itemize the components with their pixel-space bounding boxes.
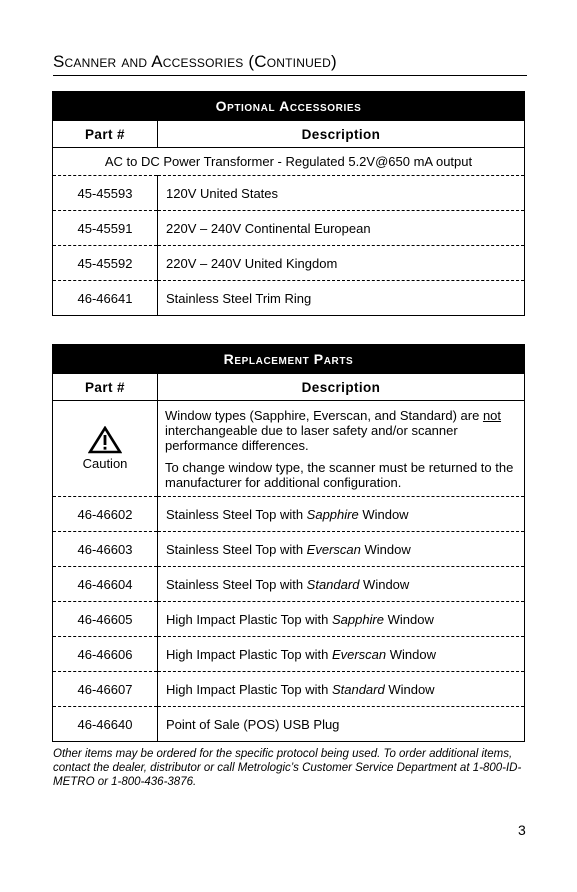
replacement-parts-banner: Replacement Parts xyxy=(53,345,525,374)
column-header-part: Part # xyxy=(53,121,158,148)
replacement-parts-table xyxy=(52,344,525,742)
table-row xyxy=(53,176,525,211)
part-description: High Impact Plastic Top with Everscan Window xyxy=(158,637,525,672)
table-row xyxy=(53,497,525,532)
table-row xyxy=(53,637,525,672)
caution-text xyxy=(158,401,525,497)
part-number: 46-46603 xyxy=(53,532,158,567)
part-description: 120V United States xyxy=(158,176,525,211)
part-description: Point of Sale (POS) USB Plug xyxy=(158,707,525,742)
footnote: Other items may be ordered for the specific protocol being used. To order additional items, contact the dealer, distributor or call Metrologic’s Customer Service Department at 1-800-ID-METRO or 1-800-436-3876. xyxy=(53,748,522,788)
part-number: 46-46640 xyxy=(53,707,158,742)
caution-label: Caution xyxy=(82,456,128,471)
part-description: Stainless Steel Top with Standard Window xyxy=(158,567,525,602)
warning-triangle-icon xyxy=(88,426,122,454)
table-row xyxy=(53,281,525,316)
part-number: 46-46641 xyxy=(53,281,158,316)
power-transformer-note: AC to DC Power Transformer - Regulated 5.2V@650 mA output xyxy=(53,148,525,176)
table-row xyxy=(53,602,525,637)
part-number: 46-46602 xyxy=(53,497,158,532)
part-description: Stainless Steel Top with Everscan Window xyxy=(158,532,525,567)
caution-paragraph-2: To change window type, the scanner must be returned to the manufacturer for additional configuration. xyxy=(165,460,514,490)
part-description: High Impact Plastic Top with Sapphire Window xyxy=(158,602,525,637)
table-row xyxy=(53,532,525,567)
optional-accessories-table xyxy=(52,91,525,316)
table-row xyxy=(53,567,525,602)
column-header-description: Description xyxy=(158,374,525,401)
part-number: 46-46604 xyxy=(53,567,158,602)
caution-emphasis: not xyxy=(482,408,502,423)
caution-cell xyxy=(53,401,158,497)
part-number: 46-46606 xyxy=(53,637,158,672)
part-number: 45-45593 xyxy=(53,176,158,211)
column-header-description: Description xyxy=(158,121,525,148)
table-row xyxy=(53,211,525,246)
optional-accessories-banner: Optional Accessories xyxy=(53,92,525,121)
caution-row xyxy=(53,401,525,497)
part-number: 45-45591 xyxy=(53,211,158,246)
part-description: 220V – 240V Continental European xyxy=(158,211,525,246)
table-row xyxy=(53,707,525,742)
table-row xyxy=(53,246,525,281)
part-number: 46-46605 xyxy=(53,602,158,637)
page-title: Scanner and Accessories (Continued) xyxy=(53,52,527,76)
part-number: 45-45592 xyxy=(53,246,158,281)
table-row xyxy=(53,672,525,707)
page-number: 3 xyxy=(518,822,526,838)
part-description: 220V – 240V United Kingdom xyxy=(158,246,525,281)
column-header-part: Part # xyxy=(53,374,158,401)
part-number: 46-46607 xyxy=(53,672,158,707)
part-description: Stainless Steel Top with Sapphire Window xyxy=(158,497,525,532)
part-description: Stainless Steel Trim Ring xyxy=(158,281,525,316)
caution-paragraph-1: Window types (Sapphire, Everscan, and Standard) are not interchangeable due to laser safety and/or scanner performance differences. xyxy=(165,408,502,453)
part-description: High Impact Plastic Top with Standard Window xyxy=(158,672,525,707)
